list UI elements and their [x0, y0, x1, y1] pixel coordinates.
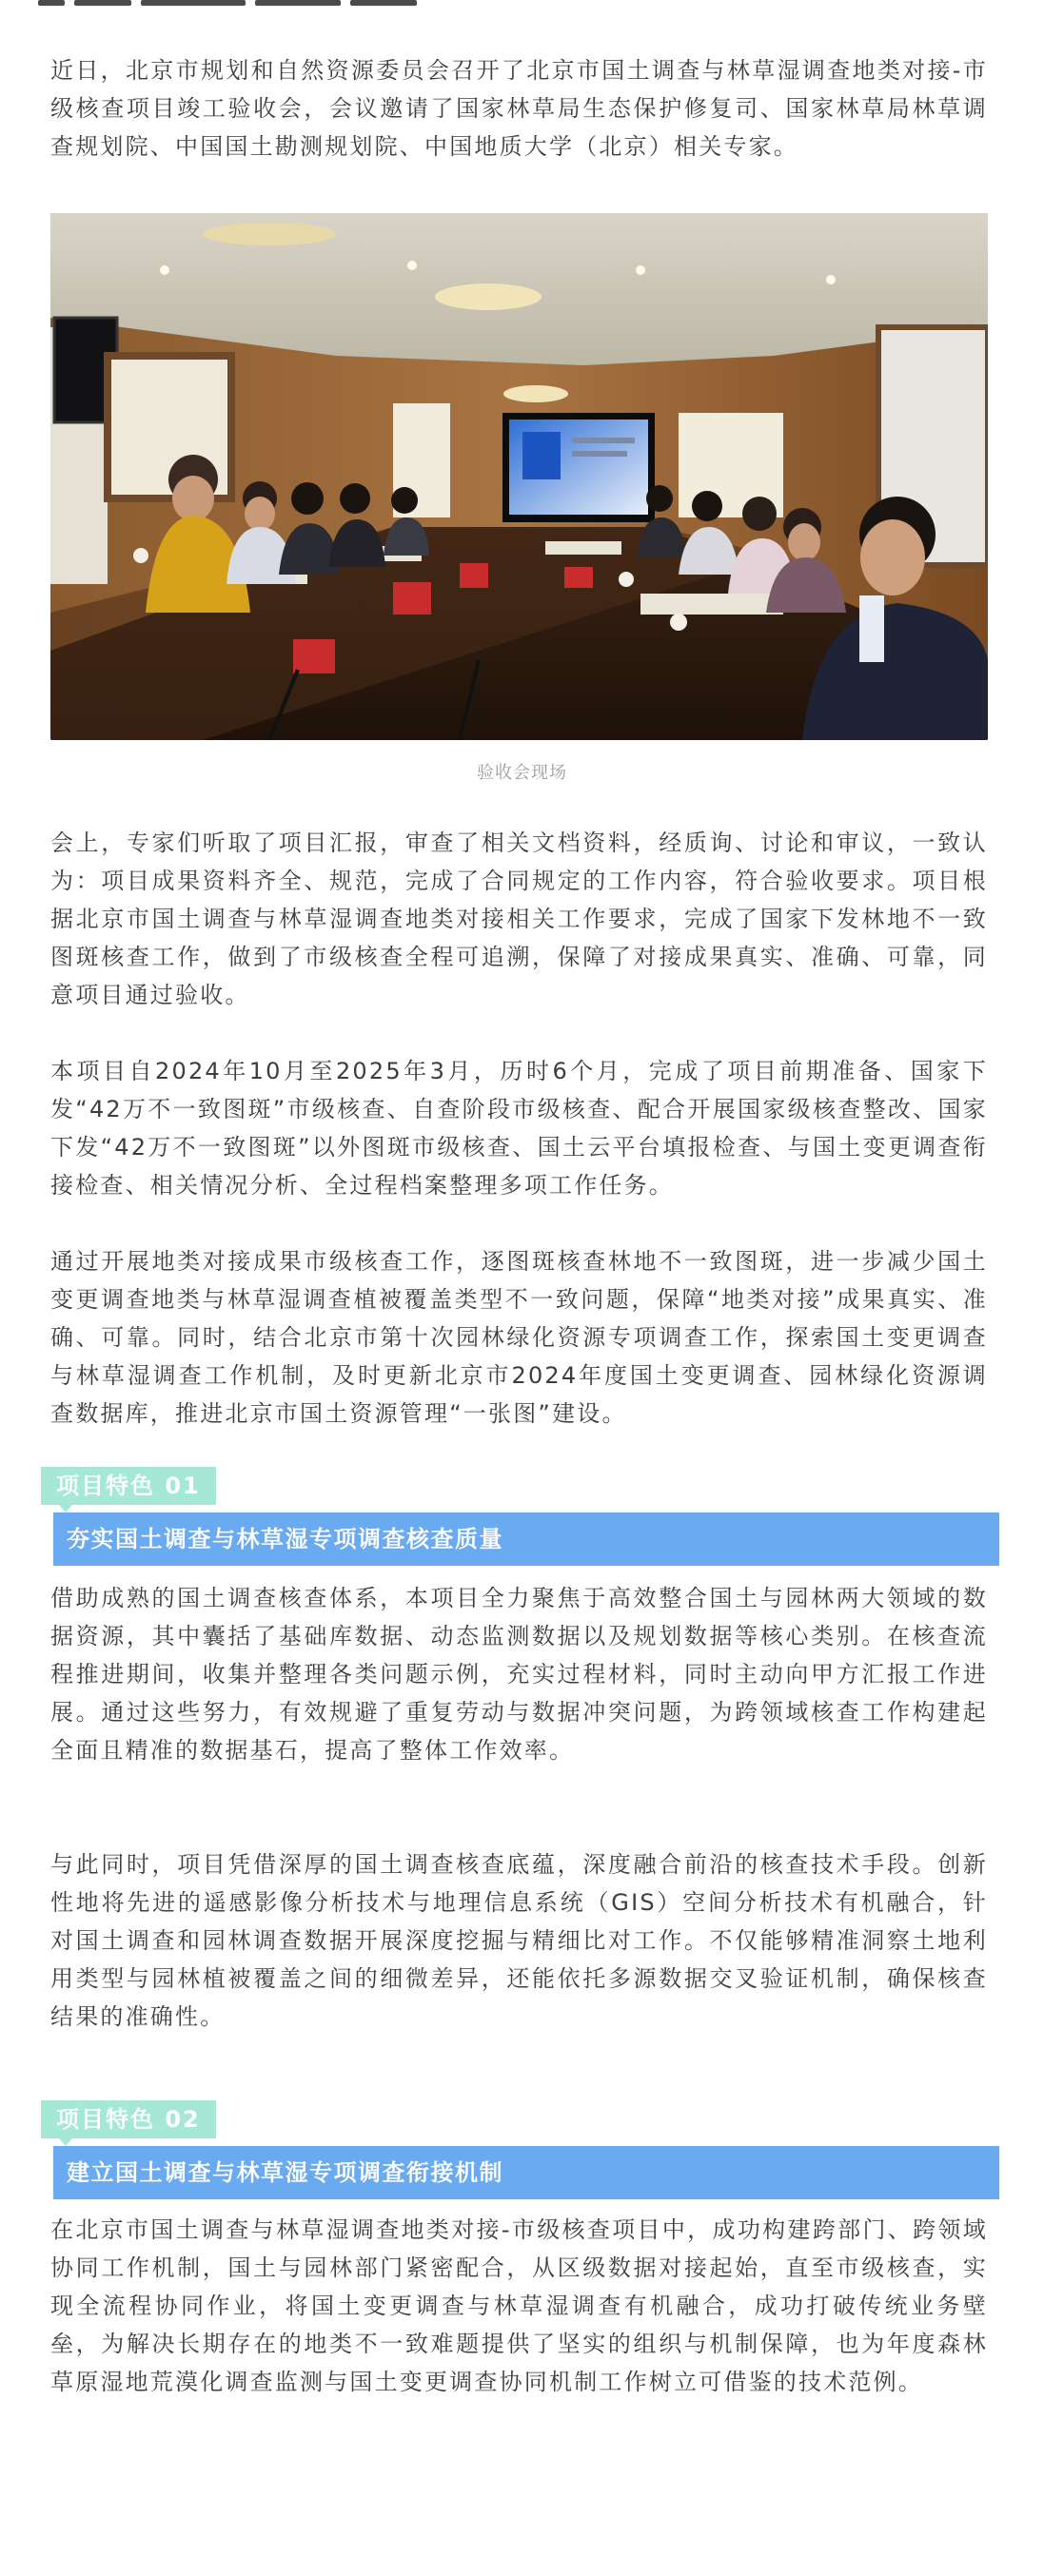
feature-2-title-bar: 建立国土调查与林草湿专项调查衔接机制 [53, 2146, 999, 2199]
feature-1-title-bar: 夯实国土调查与林草湿专项调查核查质量 [53, 1512, 999, 1566]
feature-1-paragraph-2: 与此同时，项目凭借深厚的国土调查核查底蕴，深度融合前沿的核查技术手段。创新性地将先进的遥感影像分析技术与地理信息系统（GIS）空间分析技术有机融合，针对国土调查和园林调查数据开展深度挖掘与精细比对工作。不仅能够精准洞察土地利用类型与园林植被覆盖之间的细微差异，还能依托多源数据交叉验证机制，确保核查结果的准确性。 [50, 1851, 988, 2030]
intro-paragraph: 近日，北京市规划和自然资源委员会召开了北京市国土调查与林草湿调查地类对接-市级核查项目竣工验收会，会议邀请了国家林草局生态保护修复司、国家林草局林草调查规划院、中国国土勘测规划院、中国地质大学（北京）相关专家。 [50, 57, 988, 160]
feature-1-paragraph-1: 借助成熟的国土调查核查体系，本项目全力聚焦于高效整合国土与园林两大领域的数据资源，其中囊括了基础库数据、动态监测数据以及规划数据等核心类别。在核查流程推进期间，收集并整理各类问题示例，充实过程材料，同时主动向甲方汇报工作进展。通过这些努力，有效规避了重复劳动与数据冲突问题，为跨领域核查工作构建起全面且精准的数据基石，提高了整体工作效率。 [50, 1585, 988, 1764]
photo-caption: 验收会现场 [477, 763, 567, 783]
feature-2-tag-pointer [59, 2138, 72, 2146]
feature-1-tag-pointer [59, 1505, 72, 1512]
feature-1-tag: 项目特色 01 [41, 1467, 216, 1505]
feature-2-paragraph-1: 在北京市国土调查与林草湿调查地类对接-市级核查项目中，成功构建跨部门、跨领域协同工作机制，国土与园林部门紧密配合，从区级数据对接起始，直至市级核查，实现全流程协同作业，将国土变更调查与林草湿调查有机融合，成功打破传统业务壁垒，为解决长期存在的地类不一致难题提供了坚实的组织与机制保障，也为年度森林草原湿地荒漠化调查监测与国土变更调查协同机制工作树立可借鉴的技术范例。 [50, 2216, 988, 2395]
feature-2-tag: 项目特色 02 [41, 2100, 216, 2138]
outcome-paragraph: 通过开展地类对接成果市级核查工作，逐图斑核查林地不一致图斑，进一步减少国土变更调查地类与林草湿调查植被覆盖类型不一致问题，保障“地类对接”成果真实、准确、可靠。同时，结合北京市第十次园林绿化资源专项调查工作，探索国土变更调查与林草湿调查工作机制，及时更新北京市2024年度国土变更调查、园林绿化资源调查数据库，推进北京市国土资源管理“一张图”建设。 [50, 1248, 988, 1427]
meeting-photo [50, 213, 988, 740]
timeline-paragraph: 本项目自2024年10月至2025年3月，历时6个月，完成了项目前期准备、国家下发“42万不一致图斑”市级核查、自查阶段市级核查、配合开展国家级核查整改、国家下发“42万不一致图斑”以外图斑市级核查、国土云平台填报检查、与国土变更调查衔接检查、相关情况分析、全过程档案整理多项工作任务。 [50, 1058, 988, 1199]
review-paragraph: 会上，专家们听取了项目汇报，审查了相关文档资料，经质询、讨论和审议，一致认为：项目成果资料齐全、规范，完成了合同规定的工作内容，符合验收要求。项目根据北京市国土调查与林草湿调查地类对接相关工作要求，完成了国家下发林地不一致图斑核查工作，做到了市级核查全程可追溯，保障了对接成果真实、准确、可靠，同意项目通过验收。 [50, 829, 988, 1008]
clipped-header-remnant [38, 0, 438, 8]
